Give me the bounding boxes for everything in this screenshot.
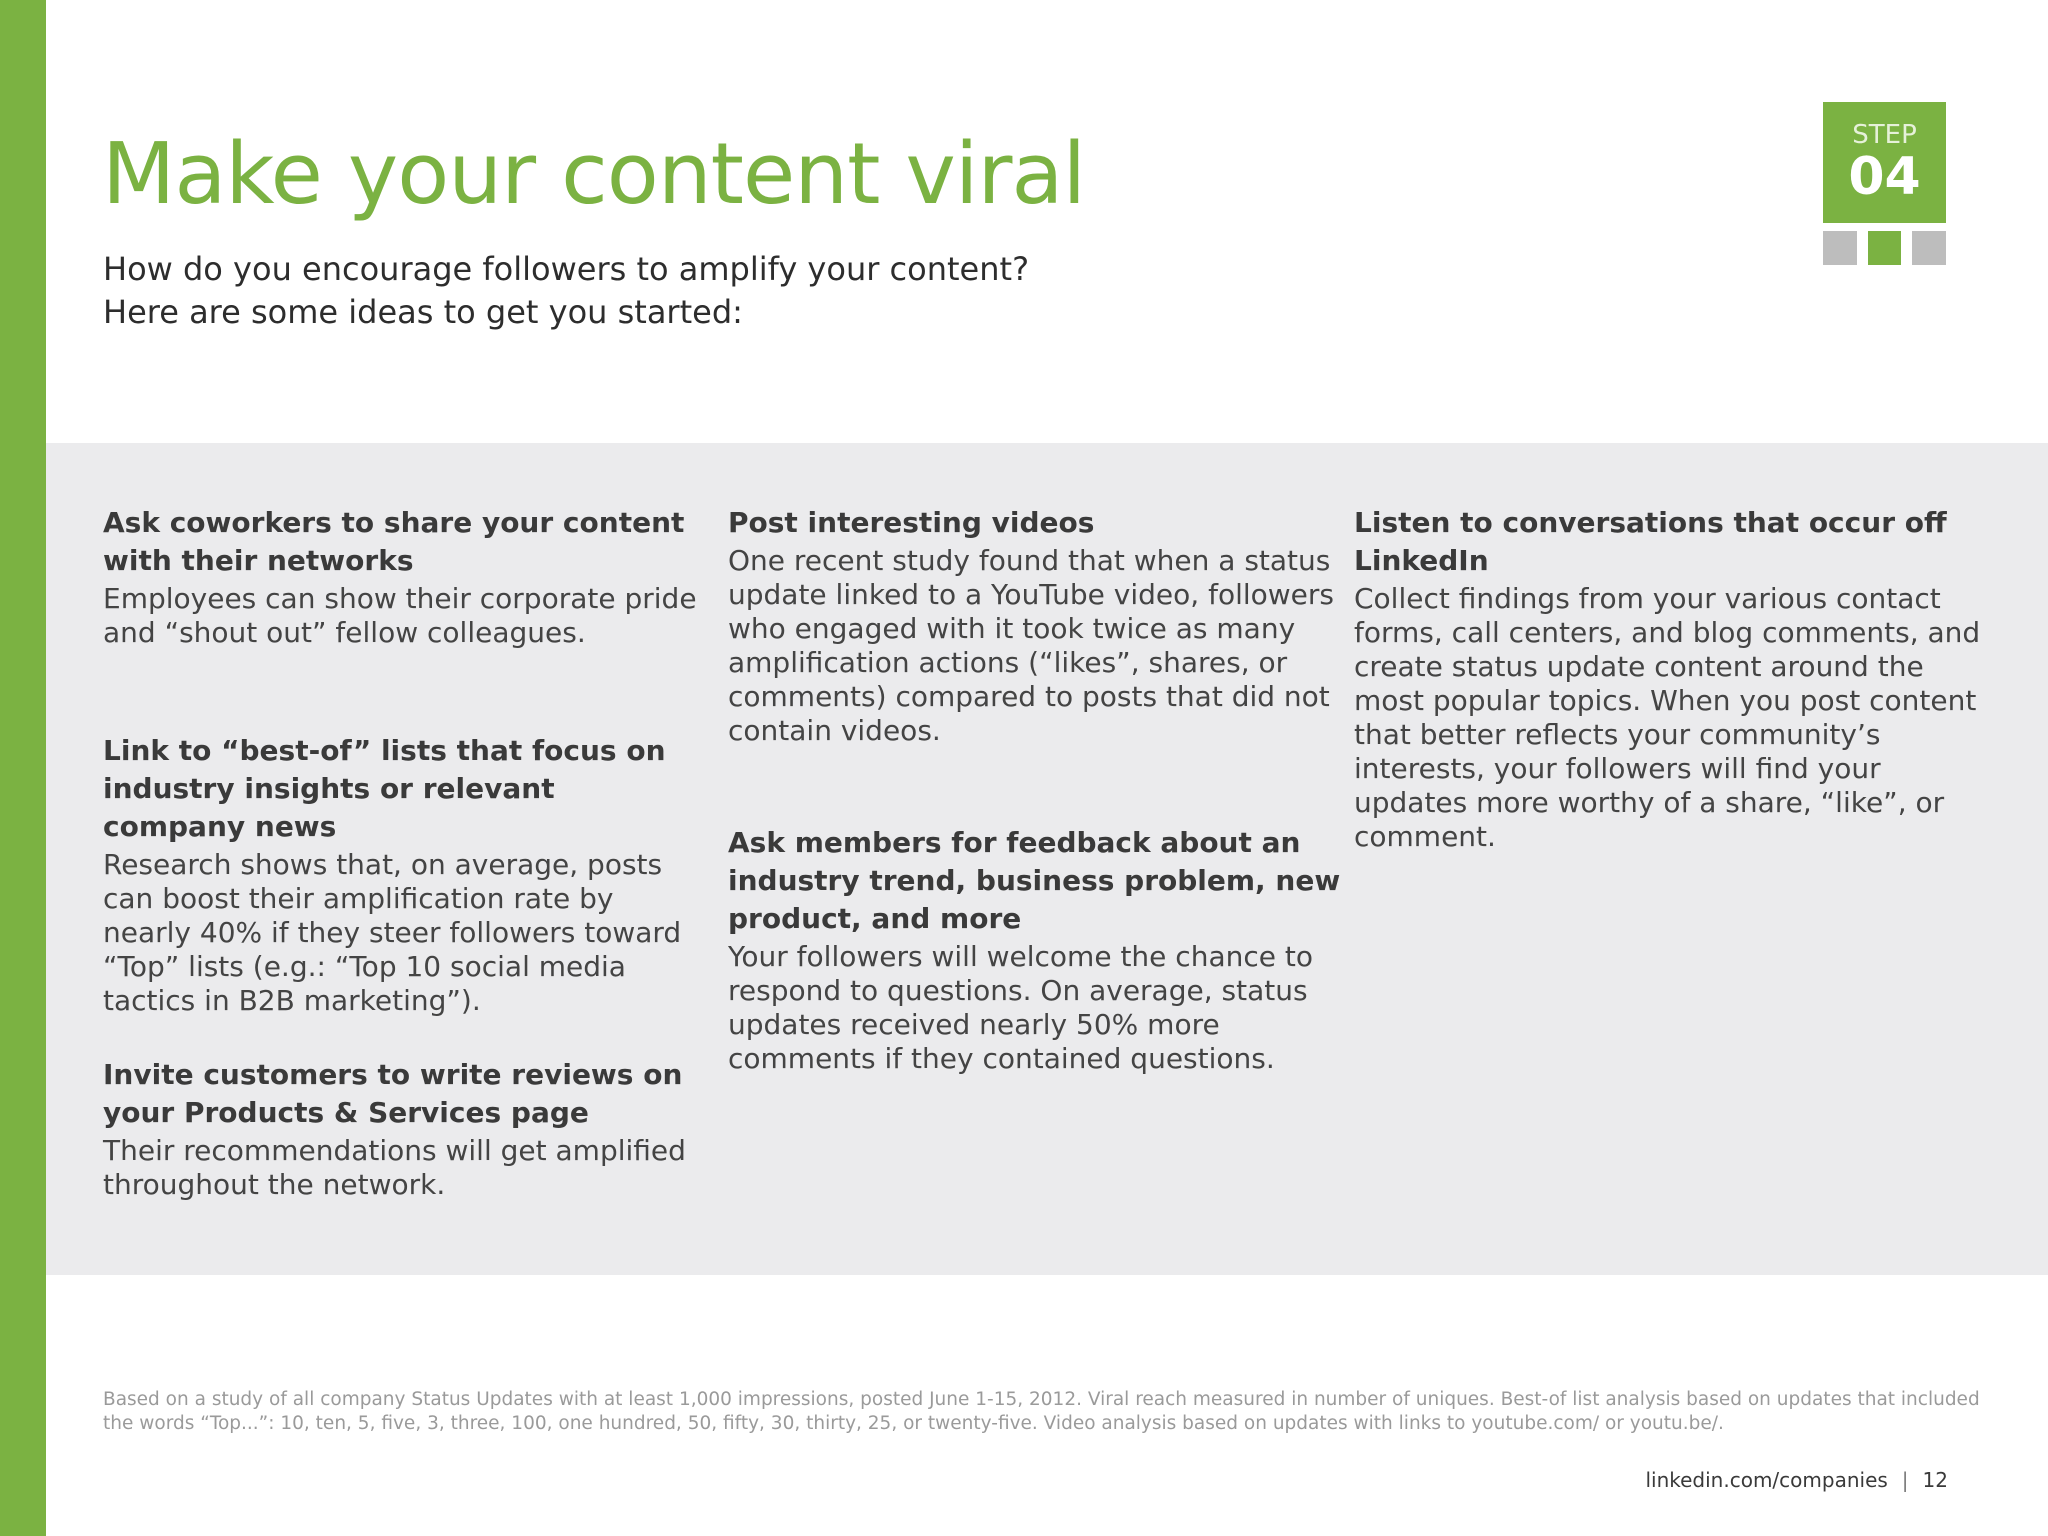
tip-body: Their recommendations will get amplified throughout the network.: [103, 1134, 686, 1201]
step-number: 04: [1848, 147, 1921, 207]
tip-item: [103, 732, 703, 1018]
tip-heading: Listen to conversations that occur off LinkedIn: [1354, 506, 1947, 577]
tip-item: [103, 504, 703, 650]
page-subtitle: [103, 248, 1083, 334]
subtitle-line: Here are some ideas to get you started:: [103, 293, 743, 331]
tip-item: [1354, 504, 1994, 854]
tip-item: [728, 824, 1368, 1076]
page-number: 12: [1922, 1468, 1948, 1492]
tip-body: Collect findings from your various contact forms, call centers, and blog comments, and create status update content around the most popular topics. When you post content that better reflects your community’s interests, your followers will find your updates more worthy of a share, “like”, or comment.: [1354, 582, 1981, 853]
tip-heading: Post interesting videos: [728, 506, 1095, 539]
step-square: [1823, 231, 1857, 265]
tips-panel: [46, 443, 2048, 1275]
tip-body: One recent study found that when a status update linked to a YouTube video, followers who engaged with it took twice as many amplification actions (“likes”, shares, or comments) compared to posts that did not contain videos.: [728, 544, 1334, 747]
left-accent-bar: [0, 0, 46, 1536]
step-square: [1912, 231, 1946, 265]
tip-heading: Link to “best-of” lists that focus on industry insights or relevant company news: [103, 734, 666, 843]
tip-body: Your followers will welcome the chance to respond to questions. On average, status updates received nearly 50% more comments if they contained questions.: [728, 940, 1313, 1075]
step-progress-indicator: [1823, 231, 1946, 265]
step-square-active: [1868, 231, 1902, 265]
footnote: Based on a study of all company Status Updates with at least 1,000 impressions, posted June 1-15, 2012. Viral reach measured in number of uniques. Best-of list analysis based on updates that included the words “Top...”: 10, ten, 5, five, 3, three, 100, one hundred, 50, fifty, 30, thirty, 25, or twenty-five. Video analysis based on updates with links to youtube.com/ or youtu.be/.: [103, 1389, 1980, 1434]
tip-item: [103, 1056, 703, 1202]
tip-heading: Invite customers to write reviews on your Products & Services page: [103, 1058, 683, 1129]
tip-item: [728, 504, 1368, 748]
tip-heading: Ask members for feedback about an industry trend, business problem, new product, and more: [728, 826, 1341, 935]
step-badge: [1823, 102, 1946, 223]
page-title: Make your content viral: [102, 125, 1086, 224]
tip-body: Employees can show their corporate pride and “shout out” fellow colleagues.: [103, 582, 697, 649]
tip-heading: Ask coworkers to share your content with their networks: [103, 506, 685, 577]
footer-url: linkedin.com/companies: [1645, 1468, 1888, 1492]
subtitle-line: How do you encourage followers to amplify your content?: [103, 250, 1030, 288]
page-footer: [1645, 1468, 1948, 1492]
tip-body: Research shows that, on average, posts can boost their amplification rate by nearly 40% if they steer followers toward “Top” lists (e.g.: “Top 10 social media tactics in B2B marketing”).: [103, 848, 682, 1017]
footer-separator: |: [1901, 1468, 1909, 1492]
step-label: STEP: [1852, 120, 1917, 150]
